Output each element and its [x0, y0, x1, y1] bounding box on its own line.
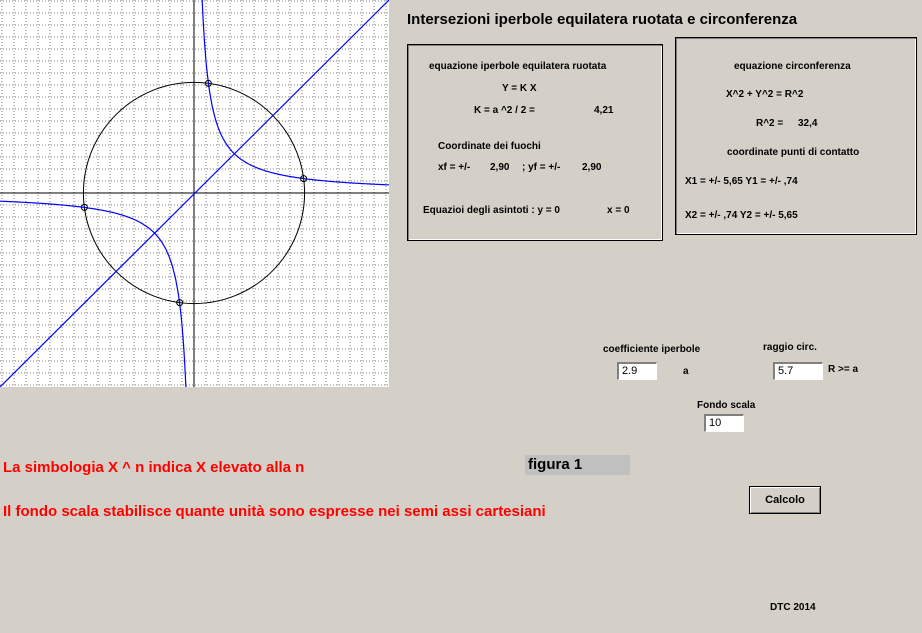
hyperbola-equation: Y = K X	[502, 83, 537, 94]
coeff-label: coefficiente iperbole	[603, 344, 701, 355]
yf-value: 2,90	[582, 162, 602, 173]
hyperbola-panel	[407, 44, 663, 241]
foci-header: Coordinate dei fuochi	[438, 141, 541, 152]
asymptote-x: x = 0	[607, 205, 630, 216]
figure-label: figura 1	[525, 455, 630, 475]
yf-label: ; yf = +/-	[522, 162, 561, 173]
r2-label: R^2 =	[756, 118, 784, 129]
page-title: Intersezioni iperbole equilatera ruotata e circonferenza	[407, 11, 798, 28]
contact-header: coordinate punti di contatto	[727, 147, 860, 158]
cartesian-plot	[0, 0, 389, 387]
footer-credit: DTC 2014	[770, 602, 816, 613]
calcolo-button[interactable]: Calcolo	[749, 486, 821, 514]
radius-label: raggio circ.	[763, 342, 817, 353]
k-label: K = a ^2 / 2 =	[474, 105, 535, 116]
r2-value: 32,4	[798, 118, 818, 129]
circle-equation: X^2 + Y^2 = R^2	[726, 89, 804, 100]
radius-note: R >= a	[828, 364, 859, 375]
coeff-unit: a	[683, 366, 689, 377]
k-value: 4,21	[594, 105, 614, 116]
note-scale: Il fondo scala stabilisce quante unità sono espresse nei semi assi cartesiani	[3, 503, 546, 520]
scale-input[interactable]: 10	[704, 414, 744, 432]
circle-panel	[675, 37, 917, 235]
asymptotes-label: Equazioi degli asintoti : y = 0	[423, 205, 560, 216]
xf-label: xf = +/-	[438, 162, 471, 173]
contact-point-2: X2 = +/- ,74 Y2 = +/- 5,65	[685, 210, 798, 221]
scale-label: Fondo scala	[697, 400, 756, 411]
hyperbola-header: equazione iperbole equilatera ruotata	[429, 61, 607, 72]
coeff-input[interactable]: 2.9	[617, 362, 657, 380]
xf-value: 2,90	[490, 162, 510, 173]
plot-canvas	[0, 0, 389, 387]
note-power-symbol: La simbologia X ^ n indica X elevato alla n	[3, 459, 305, 476]
contact-point-1: X1 = +/- 5,65 Y1 = +/- ,74	[685, 176, 798, 187]
radius-input[interactable]: 5.7	[773, 362, 823, 380]
circle-header: equazione circonferenza	[734, 61, 851, 72]
